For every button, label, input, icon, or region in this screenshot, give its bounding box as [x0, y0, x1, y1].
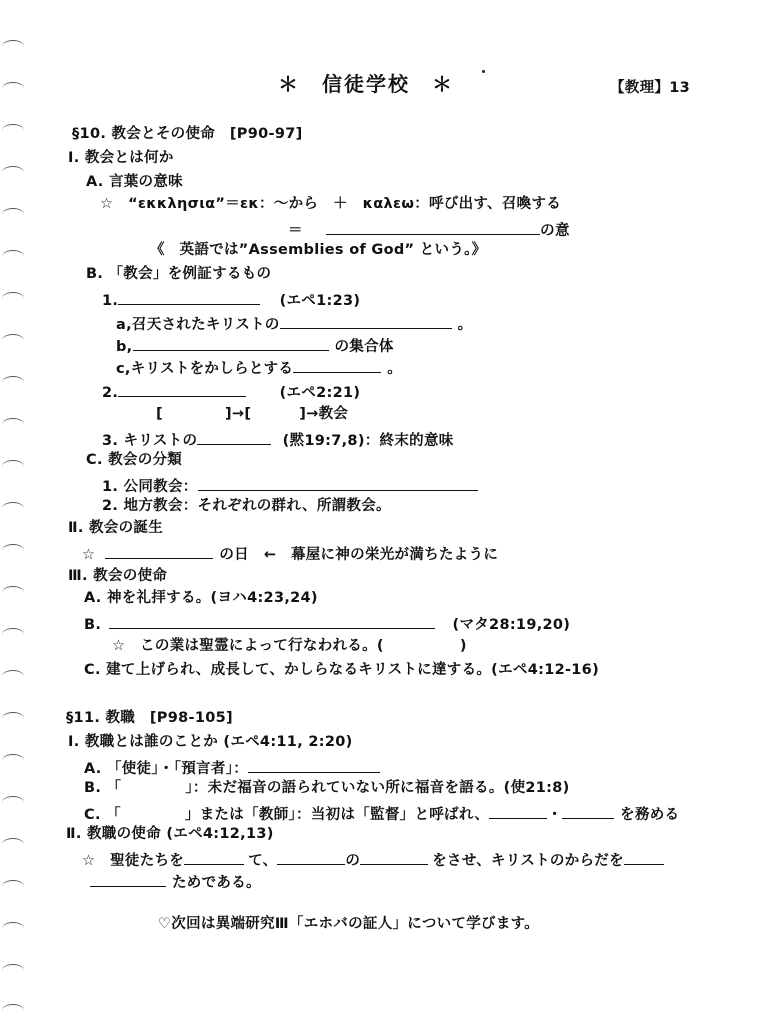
b1-line [102, 288, 360, 311]
s11-ii-no: の [345, 853, 361, 869]
ring-hole [2, 460, 24, 473]
s10-i-c: C. 教会の分類 [86, 452, 183, 468]
ring-hole [2, 334, 24, 347]
b2-ref: (エペ2:21) [279, 385, 361, 401]
ii-text: の日 ← 幕屋に神の栄光が満ちたように [219, 547, 499, 563]
s10-i-b: B. 「教会」を例証するもの [86, 266, 272, 282]
ring-hole [2, 670, 24, 683]
meaning-blank[interactable] [326, 218, 540, 235]
iii-b-star-text: ☆ この業は聖霊によって行なわれる。( [112, 638, 384, 654]
b1b-blank[interactable] [133, 334, 329, 351]
bracket-arrow: ]→[ [224, 406, 252, 422]
iii-b-label: B. [84, 617, 102, 633]
ring-hole [2, 418, 24, 431]
b1b-text: b, [116, 339, 133, 355]
s11-c-end: を務める [620, 807, 680, 823]
s11-ii-blank-5[interactable] [90, 870, 166, 887]
ring-hole [2, 712, 24, 725]
ring-hole [2, 292, 24, 305]
s11-part-ii: Ⅱ. 教職の使命 (エペ4:12,13) [66, 826, 274, 842]
category-tag: 【教理】13 [610, 80, 690, 96]
b2-brackets [156, 404, 348, 424]
c1-blank[interactable] [198, 474, 478, 491]
s10-part-ii: Ⅱ. 教会の誕生 [68, 520, 164, 536]
s11-ii-te: て、 [248, 853, 278, 869]
ring-hole [2, 502, 24, 515]
page-title: ＊ 信徒学校 ＊ [278, 72, 454, 96]
ring-hole [2, 544, 24, 557]
iii-b-note [112, 636, 467, 656]
meaning-line [288, 218, 570, 241]
ii-blank[interactable] [105, 542, 213, 559]
english-note: 《 英語では”Assemblies of God” という。》 [150, 242, 487, 258]
footer-note: ♡次回は異端研究Ⅲ「エホバの証人」について学びます。 [158, 916, 540, 932]
b2-line [102, 380, 360, 403]
b3-line [102, 428, 454, 451]
section-11-heading: §11. 教職 [P98-105] [66, 710, 233, 726]
ring-hole [2, 880, 24, 893]
b2-blank[interactable] [118, 380, 246, 397]
s11-ii-sase: をさせ、キリストのからだを [432, 853, 624, 869]
s10-part-iii: Ⅲ. 教会の使命 [68, 568, 168, 584]
b1a-line [116, 312, 472, 335]
b1a-blank[interactable] [280, 312, 452, 329]
ring-hole [2, 250, 24, 263]
b1a-end: 。 [457, 317, 473, 333]
bracket-open: [ [156, 406, 163, 422]
b1-blank[interactable] [118, 288, 260, 305]
meaning-suffix: の意 [540, 223, 570, 239]
ring-hole [2, 586, 24, 599]
b1-ref: (エペ1:23) [279, 293, 361, 309]
stray-dot [482, 70, 485, 73]
iii-a: A. 神を礼拝する。(ヨハ4:23,24) [84, 590, 318, 606]
binder-ring-holes [0, 0, 30, 1024]
bracket-arrow-church: ]→教会 [299, 406, 349, 422]
s10-part-i: Ⅰ. 教会とは何か [68, 150, 174, 166]
ring-hole [2, 82, 24, 95]
s11-c-line [84, 802, 679, 825]
ring-hole [2, 796, 24, 809]
s11-a-line [84, 756, 380, 779]
ring-hole [2, 838, 24, 851]
s11-ii-line-2 [90, 870, 261, 893]
b1c-line [116, 356, 402, 379]
ring-hole [2, 964, 24, 977]
c1-text: 1. 公同教会： [102, 479, 198, 495]
s11-ii-blank-3[interactable] [360, 848, 428, 865]
ring-hole [2, 922, 24, 935]
iii-b-line [84, 612, 570, 635]
s11-a-blank[interactable] [248, 756, 380, 773]
ring-hole [2, 208, 24, 221]
s10-i-a: A. 言葉の意味 [86, 174, 183, 190]
b3-text: 3. キリストの [102, 433, 198, 449]
iii-c: C. 建て上げられ、成長して、かしらなるキリストに達する。(エペ4:12-16) [84, 662, 600, 678]
b3-ref: (黙19:7,8)：終末的意味 [282, 433, 454, 449]
ring-hole [2, 166, 24, 179]
b1-number: 1. [102, 293, 119, 309]
b2-number: 2. [102, 385, 119, 401]
equals-sign: ＝ [288, 223, 303, 239]
b3-blank[interactable] [197, 428, 271, 445]
b1b-line [116, 334, 394, 357]
iii-b-blank[interactable] [109, 612, 435, 629]
s11-ii-blank-1[interactable] [184, 848, 244, 865]
s11-part-i: Ⅰ. 教職とは誰のことか (エペ4:11, 2:20) [68, 734, 353, 750]
s11-ii-blank-4[interactable] [624, 848, 664, 865]
s11-a-text: A. 「使徒」・「預言者」： [84, 761, 248, 777]
s11-c-open: C. 「 [84, 807, 121, 823]
s11-b-text: 」：未だ福音の語られていない所に福音を語る。(使21:8) [185, 780, 570, 796]
ring-hole [2, 40, 24, 53]
s11-ii-line [82, 848, 664, 871]
c1-line [102, 474, 478, 497]
b1b-end: の集合体 [334, 339, 394, 355]
s11-ii-blank-2[interactable] [277, 848, 345, 865]
ring-hole [2, 124, 24, 137]
iii-b-ref: (マタ28:19,20) [452, 617, 571, 633]
ii-line [82, 542, 498, 565]
s11-c-text: 」または「教師」：当初は「監督」と呼ばれ、 [184, 807, 490, 823]
s11-c-blank-2[interactable] [489, 802, 547, 819]
ring-hole [2, 376, 24, 389]
s11-b-line [84, 778, 570, 798]
greek-etymology: ☆ “εκκλησια”＝εκ：～から ＋ καλεω：呼び出す、召喚する [100, 196, 562, 212]
b1c-end: 。 [387, 361, 403, 377]
b1c-blank[interactable] [293, 356, 381, 373]
s11-ii-tame: ためである。 [172, 875, 261, 891]
ring-hole [2, 754, 24, 767]
s11-c-blank-3[interactable] [562, 802, 614, 819]
s11-ii-text-1: ☆ 聖徒たちを [82, 853, 185, 869]
star-icon: ☆ [82, 547, 96, 563]
s11-c-dot: ・ [547, 807, 563, 823]
b1c-text: c,キリストをかしらとする [116, 361, 294, 377]
s11-b-open: B. 「 [84, 780, 122, 796]
ring-hole [2, 628, 24, 641]
section-10-heading: §10. 教会とその使命 [P90-97] [72, 126, 303, 142]
c2-line: 2. 地方教会：それぞれの群れ、所謂教会。 [102, 498, 391, 514]
iii-b-paren-close: ) [459, 638, 467, 654]
ring-hole [2, 1004, 24, 1017]
b1a-text: a,召天されたキリストの [116, 317, 280, 333]
